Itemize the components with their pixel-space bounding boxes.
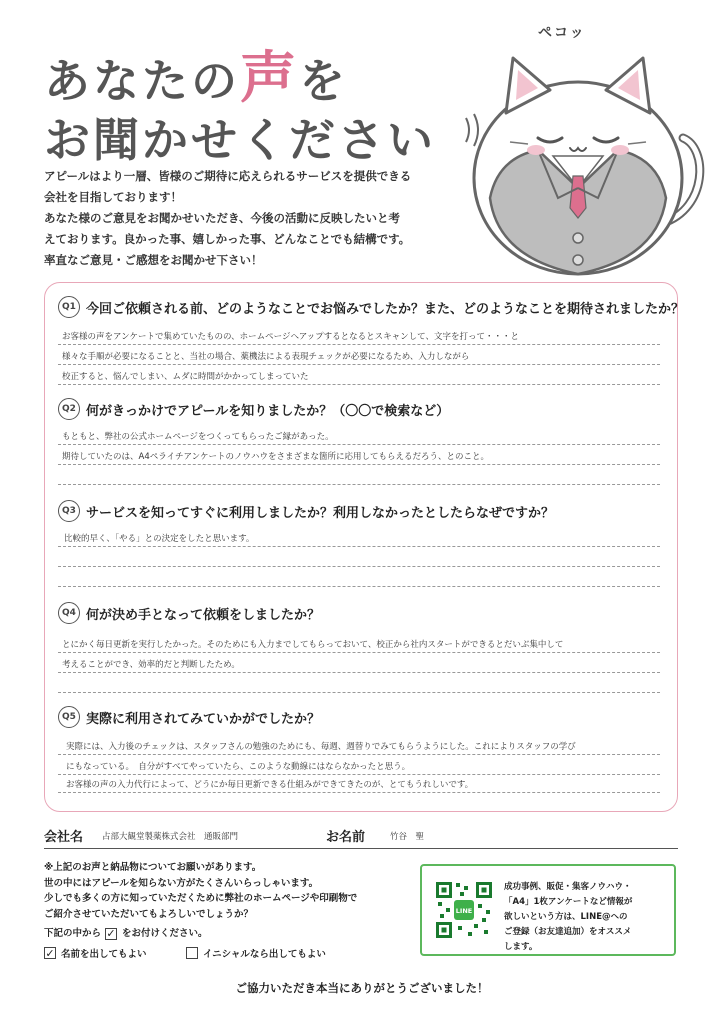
intro-line: アピールはより一層、皆様のご期待に応えられるサービスを提供できる bbox=[44, 169, 412, 183]
footer-divider bbox=[44, 848, 678, 849]
select-suffix: をお付けください。 bbox=[122, 928, 208, 939]
option-name-checkbox[interactable]: ✓ bbox=[45, 946, 55, 960]
question-5 bbox=[58, 706, 320, 728]
option-name-checkbox-row[interactable] bbox=[44, 946, 147, 960]
select-prefix: 下記の中から bbox=[44, 928, 102, 939]
sound-effect-text: ペコッ bbox=[538, 25, 586, 41]
answer-line: 期待していたのは、A4ペライチアンケートのノウハウをさまざまな箇所に応用してもらえるだろう、とのこと。 bbox=[62, 452, 489, 462]
question-1 bbox=[58, 296, 684, 318]
note-line: ※上記のお声と納品物についてお願いがあります。 bbox=[44, 862, 262, 873]
qr-code-icon[interactable] bbox=[434, 880, 494, 940]
title-voice: 声 bbox=[240, 46, 299, 111]
answer-rule bbox=[58, 364, 660, 365]
line-promo-line: 「A4」1枚アンケートなど情報が bbox=[504, 897, 633, 907]
qr-line-label: LINE bbox=[455, 907, 473, 915]
answer-rule bbox=[58, 444, 660, 445]
question-text: 何が決め手となって依頼をしましたか？ bbox=[86, 607, 321, 623]
name-label: お名前 bbox=[326, 830, 366, 845]
note-line: ご紹介させていただいてもよろしいでしょうか？ bbox=[44, 908, 254, 920]
answer-line: 考えることができ、効率的だと判断したため。 bbox=[62, 660, 240, 670]
answer-line: お客様の声をアンケートで集めていたものの、ホームページへアップするとなるとスキャンして、文字を打って・・・と bbox=[62, 332, 519, 342]
intro-line: あなた様のご意見をお聞かせいただき、今後の活動に反映したいと考 bbox=[44, 211, 401, 225]
answer-rule bbox=[58, 586, 660, 587]
note-line: 少しでも多くの方に知っていただくために弊社のホームページや印刷物で bbox=[44, 893, 358, 904]
check-icon: ✓ bbox=[106, 927, 116, 940]
intro-line: 会社を目指しております！ bbox=[44, 190, 182, 204]
question-number-badge: Q2 bbox=[58, 398, 80, 420]
question-3 bbox=[58, 500, 554, 522]
page-title-line2: お聞かせください bbox=[44, 113, 436, 167]
line-promo-text bbox=[504, 880, 672, 955]
company-value: 占部大観堂製薬株式会社 通販部門 bbox=[102, 832, 239, 842]
question-text: 実際に利用されてみていかがでしたか？ bbox=[86, 711, 321, 727]
question-text: 今回ご依頼される前、どのようなことでお悩みでしたか？また、どのようなことを期待されましたか？ bbox=[86, 301, 685, 317]
answer-rule bbox=[58, 652, 660, 653]
question-number-badge: Q1 bbox=[58, 296, 80, 318]
option-initial-checkbox[interactable] bbox=[186, 947, 198, 959]
answer-rule bbox=[58, 344, 660, 345]
question-number-badge: Q4 bbox=[58, 602, 80, 624]
answer-rule bbox=[58, 792, 660, 793]
page-title-line1 bbox=[44, 34, 348, 114]
title-part2: を bbox=[299, 54, 348, 108]
answer-line: お客様の声の入力代行によって、どうにか毎日更新できる仕組みができてきたのが、とてもうれしいです。 bbox=[66, 780, 474, 790]
answer-line: 校正すると、悩んでしまい、ムダに時間がかかってしまっていた bbox=[62, 372, 309, 382]
answer-line: もともと、弊社の公式ホームページをつくってもらったご縁があった。 bbox=[62, 432, 334, 442]
intro-line: 率直なご意見・ご感想をお聞かせ下さい！ bbox=[44, 253, 263, 267]
answer-line: にもなっている。 自分がすべてやっていたら、このような動線にはならなかったと思う。 bbox=[66, 762, 411, 772]
answer-rule bbox=[58, 774, 660, 775]
note-line: 世の中にはアピールを知らない方がたくさんいらっしゃいます。 bbox=[44, 877, 319, 889]
option-name-label: 名前を出してもよい bbox=[61, 949, 147, 960]
answer-line: 実際には、入力後のチェックは、スタッフさんの勉強のためにも、毎週、週替りでみてもらうようにした。これによりスタッフの学び bbox=[66, 742, 576, 752]
answer-line: 比較的早く、「やる」との決定をしたと思います。 bbox=[64, 534, 255, 544]
line-promo-line: 欲しいという方は、LINE@への bbox=[504, 912, 628, 922]
option-initial-checkbox-row[interactable] bbox=[186, 946, 326, 960]
answer-rule bbox=[58, 546, 660, 547]
answer-line: 様々な手順が必要になることと、当社の場合、薬機法による表現チェックが必要になるため、入力しながら bbox=[62, 352, 470, 362]
permission-note bbox=[44, 860, 414, 942]
line-promo-line: 成功事例、販促・集客ノウハウ・ bbox=[504, 882, 632, 892]
answer-line: とにかく毎日更新を実行したかった。そのためにも入力までしてもらっておいて、校正から社内スタートができるとだいぶ集中して bbox=[62, 640, 564, 650]
intro-line: えております。良かった事、嬉しかった事、どんなことでも結構です。 bbox=[44, 232, 411, 246]
name-value: 竹谷 聖 bbox=[390, 832, 425, 842]
answer-rule bbox=[58, 484, 660, 485]
question-number-badge: Q5 bbox=[58, 706, 80, 728]
line-promo-line: します。 bbox=[504, 942, 538, 952]
title-part1: あなたの bbox=[44, 54, 240, 108]
company-label: 会社名 bbox=[44, 830, 84, 845]
question-number-badge: Q3 bbox=[58, 500, 80, 522]
cat-mascot-illustration bbox=[458, 38, 708, 278]
answer-rule bbox=[58, 754, 660, 755]
thanks-message: ご協力いただき本当にありがとうございました！ bbox=[235, 981, 489, 995]
select-instruction bbox=[44, 926, 414, 942]
answer-rule bbox=[58, 384, 660, 385]
question-text: 何がきっかけでアピールを知りましたか？（〇〇で検索など） bbox=[86, 403, 450, 419]
question-4 bbox=[58, 602, 320, 624]
option-initial-label: イニシャルなら出してもよい bbox=[203, 949, 326, 960]
intro-text bbox=[44, 166, 444, 271]
answer-rule bbox=[58, 692, 660, 693]
answer-rule bbox=[58, 566, 660, 567]
answer-rule bbox=[58, 672, 660, 673]
question-2 bbox=[58, 398, 449, 420]
line-promo-line: ご登録（お友達追加）をオススメ bbox=[504, 927, 632, 937]
answer-rule bbox=[58, 464, 660, 465]
question-text: サービスを知ってすぐに利用しましたか？利用しなかったとしたらなぜですか？ bbox=[86, 505, 555, 521]
